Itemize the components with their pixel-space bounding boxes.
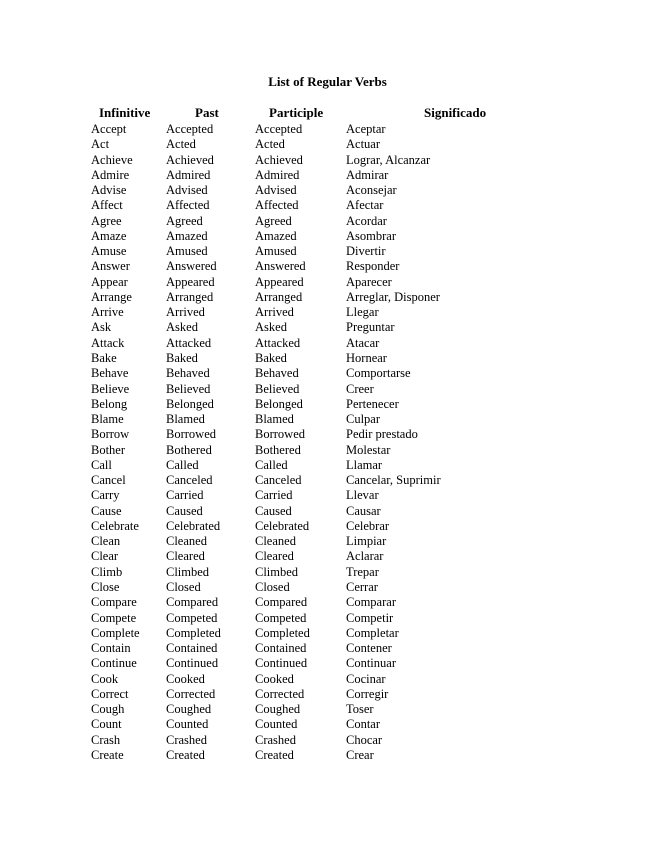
verb-significado: Competir xyxy=(346,610,394,625)
verb-past: Admired xyxy=(166,167,211,182)
table-row xyxy=(0,580,655,595)
verb-infinitive: Answer xyxy=(91,259,130,274)
verb-infinitive: Act xyxy=(91,137,110,152)
verb-past: Affected xyxy=(166,198,210,213)
table-row xyxy=(0,397,655,412)
verb-participle: Compared xyxy=(255,595,308,610)
verb-significado: Continuar xyxy=(346,656,396,671)
verb-significado: Culpar xyxy=(346,412,381,427)
verb-past: Acted xyxy=(166,137,196,152)
verb-significado: Corregir xyxy=(346,686,389,701)
verb-past: Amused xyxy=(166,244,208,259)
verb-past: Asked xyxy=(166,320,198,335)
table-row xyxy=(0,229,655,244)
verb-past: Climbed xyxy=(166,564,210,579)
verb-past: Amazed xyxy=(166,228,208,243)
verb-participle: Celebrated xyxy=(255,518,310,533)
verb-past: Bothered xyxy=(166,442,212,457)
verb-infinitive: Clear xyxy=(91,549,119,564)
verb-infinitive: Amuse xyxy=(91,244,127,259)
table-row xyxy=(0,549,655,564)
verb-participle: Arranged xyxy=(255,289,303,304)
verb-participle: Blamed xyxy=(255,412,294,427)
verb-participle: Created xyxy=(255,747,294,762)
table-row xyxy=(0,427,655,442)
page-title: List of Regular Verbs xyxy=(268,74,387,89)
verb-significado: Actuar xyxy=(346,137,381,152)
verb-significado: Asombrar xyxy=(346,228,396,243)
verb-significado: Contar xyxy=(346,717,381,732)
verb-past: Cleaned xyxy=(166,534,207,549)
verb-participle: Climbed xyxy=(255,564,299,579)
verb-infinitive: Blame xyxy=(91,412,124,427)
verb-participle: Arrived xyxy=(255,305,294,320)
table-row xyxy=(0,382,655,397)
verb-infinitive: Belong xyxy=(91,396,128,411)
verb-infinitive: Arrange xyxy=(91,289,132,304)
verb-infinitive: Amaze xyxy=(91,228,127,243)
verb-infinitive: Compare xyxy=(91,595,137,610)
verb-past: Blamed xyxy=(166,412,205,427)
verb-past: Continued xyxy=(166,656,219,671)
verb-significado: Comparar xyxy=(346,595,396,610)
verb-participle: Counted xyxy=(255,717,298,732)
table-row xyxy=(0,122,655,137)
verb-infinitive: Close xyxy=(91,579,120,594)
verb-infinitive: Complete xyxy=(91,625,140,640)
table-row xyxy=(0,366,655,381)
verb-significado: Cancelar, Suprimir xyxy=(346,473,441,488)
verb-participle: Attacked xyxy=(255,335,301,350)
verb-participle: Cleaned xyxy=(255,534,296,549)
table-row xyxy=(0,168,655,183)
verb-infinitive: Ask xyxy=(91,320,112,335)
verb-past: Closed xyxy=(166,579,201,594)
verb-participle: Affected xyxy=(255,198,299,213)
verb-significado: Chocar xyxy=(346,732,383,747)
verb-participle: Baked xyxy=(255,350,287,365)
verb-participle: Belonged xyxy=(255,396,303,411)
table-row xyxy=(0,488,655,503)
verb-past: Arranged xyxy=(166,289,214,304)
verb-infinitive: Continue xyxy=(91,656,137,671)
verb-past: Counted xyxy=(166,717,209,732)
verb-participle: Carried xyxy=(255,488,293,503)
verb-past: Achieved xyxy=(166,152,214,167)
verb-past: Compared xyxy=(166,595,219,610)
verb-past: Agreed xyxy=(166,213,203,228)
table-row xyxy=(0,290,655,305)
table-row xyxy=(0,626,655,641)
table-row xyxy=(0,320,655,335)
verb-infinitive: Celebrate xyxy=(91,518,139,533)
verb-participle: Closed xyxy=(255,579,290,594)
table-row xyxy=(0,717,655,732)
verb-infinitive: Compete xyxy=(91,610,137,625)
header-participle: Participle xyxy=(269,105,324,120)
verb-infinitive: Clean xyxy=(91,534,121,549)
table-row xyxy=(0,748,655,763)
verb-participle: Acted xyxy=(255,137,285,152)
verb-significado: Comportarse xyxy=(346,366,411,381)
verb-significado: Completar xyxy=(346,625,399,640)
verb-infinitive: Cough xyxy=(91,702,125,717)
verb-infinitive: Cause xyxy=(91,503,122,518)
header-past: Past xyxy=(195,105,219,120)
verb-participle: Admired xyxy=(255,167,300,182)
table-row xyxy=(0,672,655,687)
verb-infinitive: Accept xyxy=(91,122,127,136)
verb-infinitive: Count xyxy=(91,717,122,732)
verb-past: Attacked xyxy=(166,335,212,350)
table-row xyxy=(0,443,655,458)
verb-participle: Crashed xyxy=(255,732,296,747)
verb-past: Behaved xyxy=(166,366,210,381)
verb-participle: Answered xyxy=(255,259,306,274)
verb-infinitive: Bake xyxy=(91,350,117,365)
table-row xyxy=(0,275,655,290)
table-row xyxy=(0,702,655,717)
verb-infinitive: Contain xyxy=(91,641,131,656)
verb-infinitive: Appear xyxy=(91,274,128,289)
verb-past: Carried xyxy=(166,488,204,503)
verb-significado: Creer xyxy=(346,381,374,396)
table-row xyxy=(0,473,655,488)
verb-participle: Agreed xyxy=(255,213,292,228)
verb-significado: Divertir xyxy=(346,244,386,259)
verb-significado: Causar xyxy=(346,503,381,518)
table-row xyxy=(0,504,655,519)
verb-significado: Hornear xyxy=(346,350,387,365)
verb-significado: Toser xyxy=(346,702,374,717)
verb-participle: Behaved xyxy=(255,366,299,381)
verb-participle: Amused xyxy=(255,244,297,259)
verb-significado: Cerrar xyxy=(346,579,378,594)
verb-significado: Pedir prestado xyxy=(346,427,418,442)
table-row xyxy=(0,534,655,549)
header-significado: Significado xyxy=(424,105,487,120)
verb-past: Coughed xyxy=(166,702,212,717)
verb-past: Celebrated xyxy=(166,518,221,533)
verb-past: Contained xyxy=(166,641,218,656)
verb-significado: Aclarar xyxy=(346,549,384,564)
verb-participle: Bothered xyxy=(255,442,301,457)
table-row xyxy=(0,611,655,626)
verb-infinitive: Attack xyxy=(91,335,125,350)
verb-significado: Aparecer xyxy=(346,274,392,289)
table-row xyxy=(0,244,655,259)
table-row xyxy=(0,565,655,580)
table-row xyxy=(0,641,655,656)
verb-significado: Acordar xyxy=(346,213,387,228)
verb-participle: Believed xyxy=(255,381,300,396)
verb-past: Competed xyxy=(166,610,218,625)
verb-significado: Cocinar xyxy=(346,671,386,686)
header-infinitive: Infinitive xyxy=(99,105,151,120)
verb-significado: Molestar xyxy=(346,442,391,457)
verb-significado: Afectar xyxy=(346,198,384,213)
verb-infinitive: Call xyxy=(91,457,112,472)
verb-significado: Llegar xyxy=(346,305,379,320)
table-row xyxy=(0,153,655,168)
verb-past: Cooked xyxy=(166,671,205,686)
verb-infinitive: Create xyxy=(91,747,124,762)
verb-past: Crashed xyxy=(166,732,207,747)
verb-significado: Admirar xyxy=(346,167,389,182)
verb-significado: Aconsejar xyxy=(346,183,397,198)
table-row xyxy=(0,351,655,366)
verb-infinitive: Climb xyxy=(91,564,123,579)
verb-past: Appeared xyxy=(166,274,215,289)
verb-participle: Asked xyxy=(255,320,287,335)
verb-infinitive: Advise xyxy=(91,183,127,198)
verb-past: Borrowed xyxy=(166,427,216,442)
table-row xyxy=(0,687,655,702)
verb-infinitive: Carry xyxy=(91,488,120,503)
verb-participle: Contained xyxy=(255,641,307,656)
table-row xyxy=(0,595,655,610)
verb-participle: Caused xyxy=(255,503,292,518)
table-row xyxy=(0,656,655,671)
table-row xyxy=(0,519,655,534)
verb-past: Believed xyxy=(166,381,211,396)
table-row xyxy=(0,198,655,213)
table-row xyxy=(0,214,655,229)
table-header xyxy=(0,105,655,121)
verb-past: Corrected xyxy=(166,686,216,701)
verb-past: Baked xyxy=(166,350,198,365)
verb-past: Cleared xyxy=(166,549,205,564)
verb-past: Completed xyxy=(166,625,221,640)
verb-participle: Canceled xyxy=(255,473,302,488)
verb-significado: Preguntar xyxy=(346,320,395,335)
verb-participle: Amazed xyxy=(255,228,297,243)
verb-participle: Appeared xyxy=(255,274,304,289)
verb-past: Accepted xyxy=(166,122,214,136)
verb-past: Advised xyxy=(166,183,208,198)
verb-infinitive: Agree xyxy=(91,213,122,228)
verb-infinitive: Correct xyxy=(91,686,129,701)
verb-significado: Contener xyxy=(346,641,392,656)
verb-infinitive: Bother xyxy=(91,442,126,457)
verb-infinitive: Cancel xyxy=(91,473,126,488)
verb-infinitive: Behave xyxy=(91,366,129,381)
verb-past: Answered xyxy=(166,259,217,274)
verb-significado: Llevar xyxy=(346,488,379,503)
verb-infinitive: Arrive xyxy=(91,305,124,320)
verb-significado: Limpiar xyxy=(346,534,387,549)
verb-participle: Continued xyxy=(255,656,308,671)
table-row xyxy=(0,458,655,473)
verb-past: Created xyxy=(166,747,205,762)
table-row xyxy=(0,137,655,152)
verb-participle: Competed xyxy=(255,610,307,625)
verb-participle: Coughed xyxy=(255,702,301,717)
verb-infinitive: Affect xyxy=(91,198,123,213)
table-row xyxy=(0,336,655,351)
verb-participle: Called xyxy=(255,457,288,472)
verb-past: Arrived xyxy=(166,305,205,320)
verb-past: Called xyxy=(166,457,199,472)
table-row xyxy=(0,259,655,274)
verb-participle: Borrowed xyxy=(255,427,305,442)
verb-infinitive: Admire xyxy=(91,167,130,182)
verb-significado: Crear xyxy=(346,747,374,762)
verb-significado: Arreglar, Disponer xyxy=(346,289,440,304)
verb-participle: Completed xyxy=(255,625,310,640)
table-row xyxy=(0,183,655,198)
verb-past: Caused xyxy=(166,503,203,518)
verb-participle: Cooked xyxy=(255,671,294,686)
verb-infinitive: Cook xyxy=(91,671,119,686)
verb-past: Canceled xyxy=(166,473,213,488)
verb-infinitive: Borrow xyxy=(91,427,130,442)
verb-participle: Accepted xyxy=(255,122,303,136)
verb-participle: Cleared xyxy=(255,549,294,564)
verb-infinitive: Achieve xyxy=(91,152,133,167)
table-row xyxy=(0,305,655,320)
verb-significado: Trepar xyxy=(346,564,379,579)
verb-infinitive: Believe xyxy=(91,381,130,396)
verb-significado: Celebrar xyxy=(346,518,390,533)
verb-participle: Achieved xyxy=(255,152,303,167)
table-row xyxy=(0,733,655,748)
verb-significado: Responder xyxy=(346,259,400,274)
verb-past: Belonged xyxy=(166,396,214,411)
verb-significado: Llamar xyxy=(346,457,383,472)
verb-participle: Corrected xyxy=(255,686,305,701)
table-row xyxy=(0,412,655,427)
verb-significado: Lograr, Alcanzar xyxy=(346,152,431,167)
verb-significado: Atacar xyxy=(346,335,380,350)
verb-significado: Aceptar xyxy=(346,122,386,136)
verb-table xyxy=(0,122,655,763)
verb-participle: Advised xyxy=(255,183,297,198)
verb-infinitive: Crash xyxy=(91,732,121,747)
verb-significado: Pertenecer xyxy=(346,396,399,411)
